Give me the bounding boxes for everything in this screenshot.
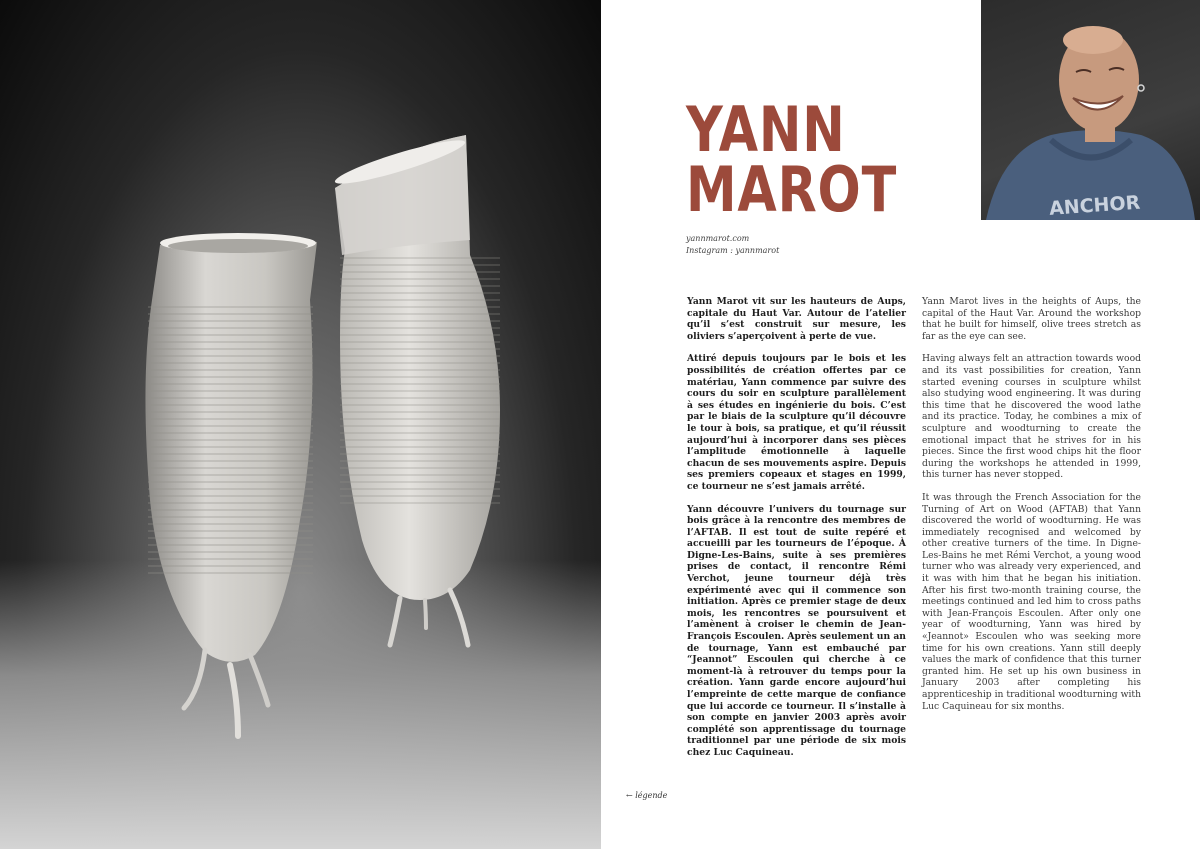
french-paragraph: Yann Marot vit sur les hauteurs de Aups, capitale du Haut Var. Autour de l’atelier qu’il s’est construit sur mesure, les oliviers s’aperçoivent à perte de vue. — [687, 296, 906, 342]
english-paragraph: Having always felt an attraction towards wood and its vast possibilities for creation, Yann started evening courses in sculpture whilst also studying wood engineering. It was during this time that he discovered the wood lathe and its practice. Today, he combines a mix of sculpture and woodturning to create the emotional impact that he strives for in his pieces. Since the first wood chips hit the floor during the workshops he attended in 1999, this turner has never stopped. — [922, 353, 1141, 481]
artist-last-name: MAROT — [686, 153, 898, 226]
french-paragraph: Yann découvre l’univers du tournage sur bois grâce à la rencontre des membres de l’AFTAB. Il est tout de suite repéré et accueilli par les tourneurs de l’époque. À Digne-Les-Bains, suite à ses premières prises de contact, il rencontre Rémi Verchot, jeune tourneur déjà très expérimenté avec qui il commence son initiation. Après ce premier stage de deux mois, les rencontres se poursuivent et l’amènent à croiser le chemin de Jean-François Escoulen. Après seulement un an de tournage, Yann est embauché par “Jeannot” Escoulen qui cherche à ce moment-là à retrouver du temps pour la création. Yann garde encore aujourd’hui l’empreinte de cette marque de confiance que lui accorde ce tourneur. Il s’installe à son compte en janvier 2003 après avoir complété son apprentissage du tournage traditionnel par une période de six mois chez Luc Caquineau. — [687, 503, 906, 758]
vase-left — [145, 233, 317, 736]
artist-links — [686, 233, 779, 257]
artist-portrait — [981, 0, 1200, 220]
instagram-link[interactable]: Instagram : yannmarot — [686, 246, 780, 255]
english-paragraph: It was through the French Association for the Turning of Art on Wood (AFTAB) that Yann discovered the world of woodturning. He was immediately recognised and welcomed by other creative turners of the time. In Digne-Les-Bains he met Rémi Verchot, a young wood turner who was already very experienced, and it was with him that he began his initiation. After his first two-month training course, the meetings continued and led him to cross paths with Jean-François Escoulen. After only one year of woodturning, Yann was hired by «Jeannot» Escoulen who was seeking more time for his own creations. Yann still deeply values the mark of confidence that this turner granted him. He set up his own business in January 2003 after completing his apprenticeship in traditional woodturning with Luc Caquineau for six months. — [922, 491, 1141, 712]
text-column-english — [922, 296, 1141, 723]
artist-first-name: YANN — [686, 93, 846, 166]
website-link[interactable]: yannmarot.com — [686, 234, 750, 243]
text-column-french — [687, 296, 906, 770]
portrait-illustration — [981, 0, 1200, 220]
photo-caption: ← légende — [626, 791, 668, 800]
english-paragraph: Yann Marot lives in the heights of Aups, the capital of the Haut Var. Around the workshop that he built for himself, olive trees stretch as far as the eye can see. — [922, 296, 1141, 342]
shirt-text: ANCHOR — [1048, 191, 1141, 220]
french-paragraph: Attiré depuis toujours par le bois et les possibilités de création offertes par ce matériau, Yann commence par suivre des cours du soir en sculpture parallèlement à ses études en ingénierie du bois. C’est par le biais de la sculpture qu’il découvre le tour à bois, sa pratique, et qu’il réussit aujourd’hui à incorporer dans ses pièces l’amplitude émotionnelle à laquelle chacun de ses mouvements aspire. Depuis ses premiers copeaux et stages en 1999, ce tourneur ne s’est jamais arrêté. — [687, 353, 906, 492]
vase-right — [332, 134, 500, 645]
artist-name — [686, 93, 943, 226]
